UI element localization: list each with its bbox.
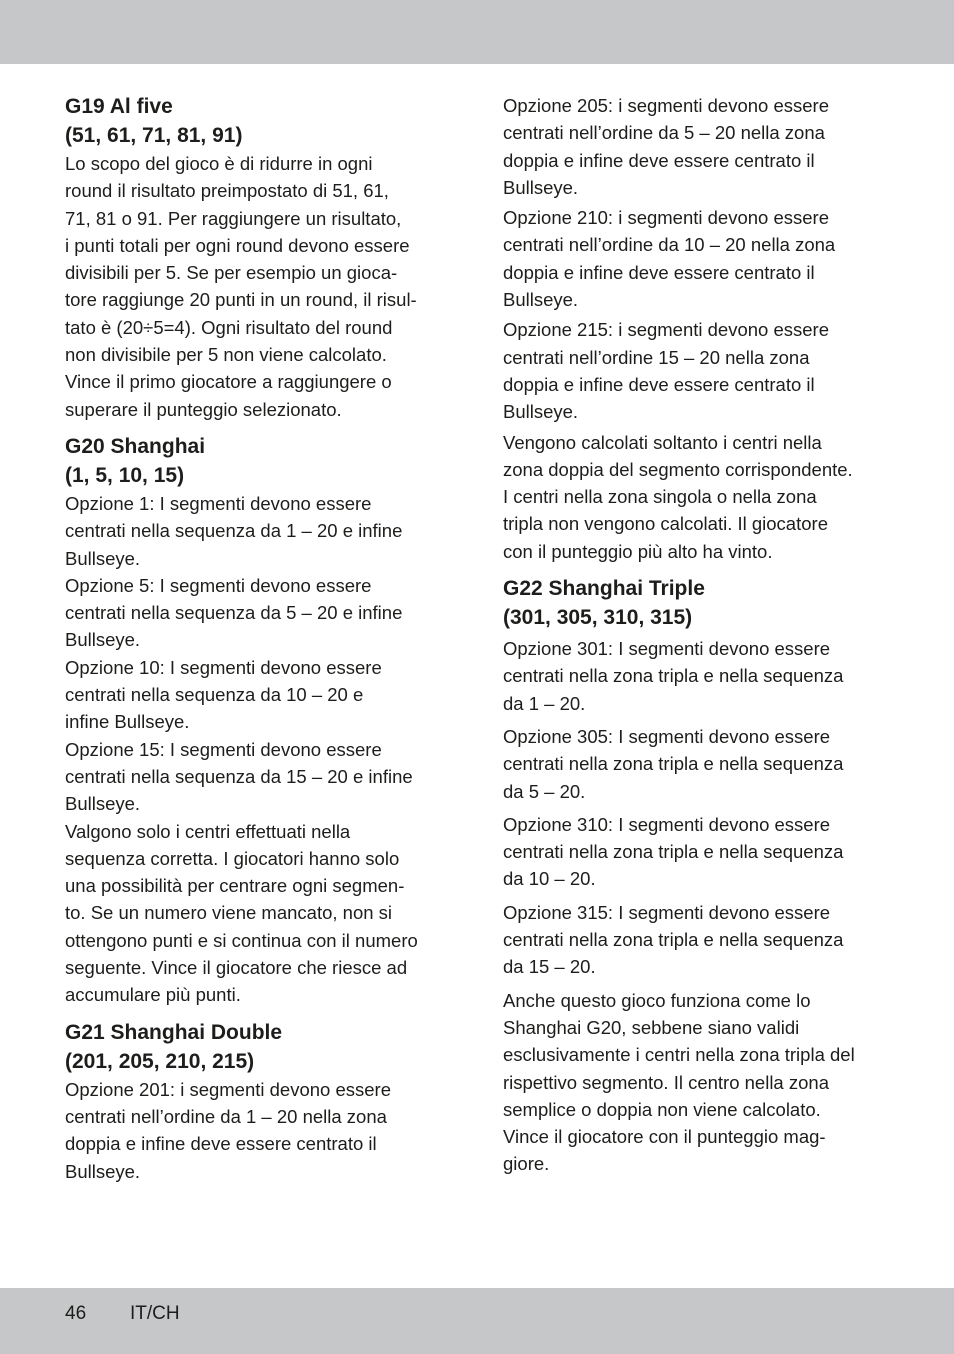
paragraph-option-315: Opzione 315: I segmenti devono essere centrati nella zona tripla e nella sequenza da 15 – 20. (503, 901, 844, 978)
section-heading (503, 574, 895, 632)
heading-title: G20 Shanghai (65, 434, 206, 458)
heading-title: G22 Shanghai Triple (503, 577, 705, 601)
paragraph-option-201: Opzione 201: i segmenti devono essere centrati nell’ordine da 1 – 20 nella zona doppia e infine deve essere centrato il Bullseye. (65, 1078, 392, 1182)
heading-subtitle: (51, 61, 71, 81, 91) (65, 124, 243, 147)
paragraph: Vengono calcolati soltanto i centri nella zona doppia del segmento corrispondente. I centri nella zona singola o nella zona tripla non vengono calcolati. Il giocatore con il punteggio più alto ha vinto. (503, 431, 853, 562)
paragraph-option-15: Opzione 15: I segmenti devono essere centrati nella sequenza da 15 – 20 e infine Bullseye. (65, 738, 413, 815)
right-column (503, 92, 895, 1178)
paragraph-option-1: Opzione 1: I segmenti devono essere centrati nella sequenza da 1 – 20 e infine Bullseye. (65, 492, 403, 569)
paragraph: Valgono solo i centri effettuati nella sequenza corretta. I giocatori hanno solo una possibilità per centrare ogni segmen- to. Se un numero viene mancato, non si ottengono punti e si continua con il numero seguente. Vince il giocatore che riesce ad accumulare più punti. (65, 820, 418, 1006)
paragraph: Anche questo gioco funziona come lo Shanghai G20, sebbene siano validi esclusivamente i centri nella zona tripla del rispettivo segmento. Il centro nella zona semplice o doppia non viene calcolato. Vince il giocatore con il punteggio mag- giore. (503, 989, 855, 1175)
heading-subtitle: (1, 5, 10, 15) (65, 463, 185, 487)
heading-title: G21 Shanghai Double (65, 1020, 283, 1044)
paragraph-option-5: Opzione 5: I segmenti devono essere centrati nella sequenza da 5 – 20 e infine Bullseye. (65, 574, 403, 651)
paragraph-option-205: Opzione 205: i segmenti devono essere centrati nell’ordine da 5 – 20 nella zona doppia e infine deve essere centrato il Bullseye. (503, 95, 830, 198)
heading-subtitle: (301, 305, 310, 315) (503, 606, 693, 630)
paragraph-option-215: Opzione 215: i segmenti devono essere centrati nell’ordine 15 – 20 nella zona doppia e infine deve essere centrato il Bullseye. (503, 319, 830, 423)
paragraph-option-10: Opzione 10: I segmenti devono essere centrati nella sequenza da 10 – 20 e infine Bullseye. (65, 656, 382, 733)
section-g20 (65, 432, 457, 1009)
paragraph-option-210: Opzione 210: i segmenti devono essere centrati nell’ordine da 10 – 20 nella zona doppia e infine deve essere centrato il Bullseye. (503, 207, 836, 311)
paragraph-option-305: Opzione 305: I segmenti devono essere centrati nella zona tripla e nella sequenza da 5 – 20. (503, 725, 844, 802)
heading-subtitle: (201, 205, 210, 215) (65, 1049, 255, 1073)
section-heading (65, 432, 457, 490)
section-g21 (65, 1018, 457, 1185)
page-number: 46 (65, 1303, 87, 1324)
paragraph-option-310: Opzione 310: I segmenti devono essere centrati nella zona tripla e nella sequenza da 10 – 20. (503, 813, 844, 890)
section-heading (65, 1018, 457, 1076)
paragraph: Lo scopo del gioco è di ridurre in ogni round il risultato preimpostato di 51, 61, 71, 81 o 91. Per raggiungere un risultato, i punti totali per ogni round devono essere divisibili per 5. Se per esempio un gioca- tore raggiunge 20 punti in un round, il risul- tato è (20÷5=4). Ogni risultato del round non divisibile per 5 non viene calcolato. Vince il primo giocatore a raggiungere o superare il punteggio selezionato. (65, 153, 417, 420)
section-g19 (65, 92, 457, 423)
paragraph-option-301: Opzione 301: I segmenti devono essere centrati nella zona tripla e nella sequenza da 1 – 20. (503, 638, 844, 714)
locale-label: IT/CH (130, 1303, 180, 1324)
left-column (65, 92, 457, 1185)
section-g21-continued (503, 92, 895, 565)
section-g22 (503, 574, 895, 1178)
heading-title: G19 Al five (65, 95, 173, 118)
header-band (0, 0, 954, 64)
section-heading (65, 92, 457, 150)
